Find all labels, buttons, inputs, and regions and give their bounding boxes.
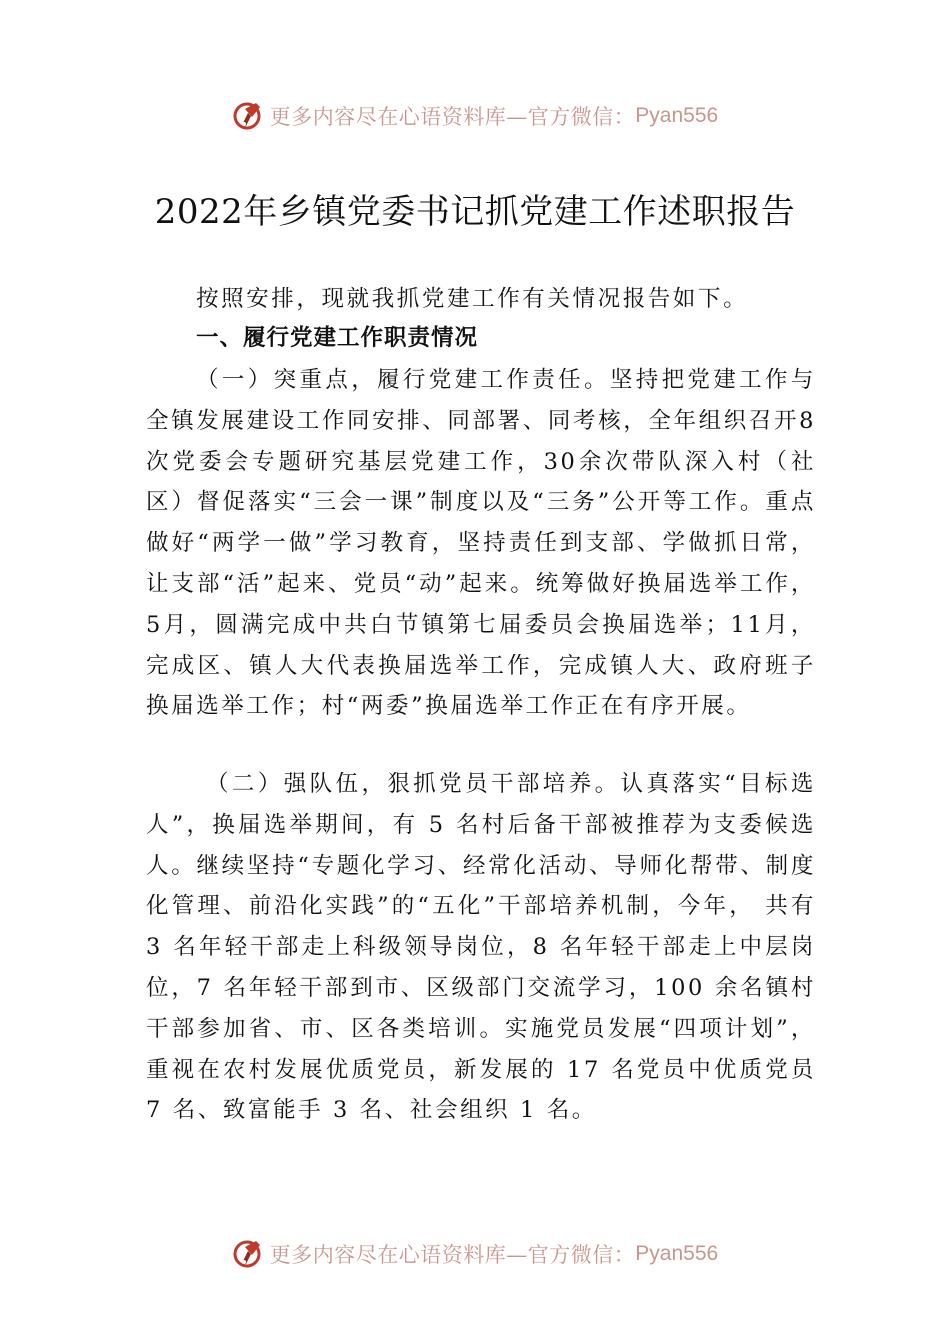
watermark-text: 更多内容尽在心语资料库—官方微信： [269, 1243, 636, 1267]
paragraph-1-text: （一）突重点，履行党建工作责任。坚持把党建工作与全镇发展建设工作同安排、同部署、同考核，全年组织召开8次党委会专题研究基层党建工作，30余次带队深入村（社区）督促落实“三会一课”制度以及“三务”公开等工作。重点做好“两学一做”学习教育，坚持责任到支部、学做抓日常，让支部“活”起来、党员“动”起来。统筹做好换届选举工作，5月，圆满完成中共白节镇第七届委员会换届选举；11月，完成区、镇人大代表换届选举工作，完成镇人大、政府班子换届选举工作；村“两委”换届选举工作正在有序开展。 [146, 367, 816, 720]
paragraph-2-text: （二）强队伍，狠抓党员干部培养。认真落实“目标选人”，换届选举期间，有 5 名村后备干部被推荐为支委候选人。继续坚持“专题化学习、经常化活动、导师化帮带、制度化管理、前沿化实践”的“五化”干部培养机制，今年， 共有 3 名年轻干部走上科级领导岗位，8 名年轻干部走上中层岗位，7 名年轻干部到市、区级部门交流学习，100 余名镇村干部参加省、市、区各类培训。实施党员发展“四项计划”，重视在农村发展优质党员，新发展的 17 名党员中优质党员 7 名、致富能手 3 名、社会组织 1 名。 [146, 771, 816, 1124]
intro-text: 按照安排，现就我抓党建工作有关情况报告如下。 [196, 286, 749, 312]
pen-nib-logo-icon [232, 1237, 266, 1271]
watermark-footer [0, 1234, 950, 1274]
paragraph-1 [146, 360, 816, 727]
intro-paragraph [146, 279, 816, 320]
paragraph-2 [146, 764, 816, 1131]
pen-nib-logo-icon [232, 99, 266, 133]
watermark-account: Pyan556 [635, 1242, 719, 1265]
document-title: 2022年乡镇党委书记抓党建工作述职报告 [154, 192, 796, 232]
section-heading: 一、履行党建工作职责情况 [196, 325, 479, 351]
watermark-header [0, 96, 950, 136]
watermark-text: 更多内容尽在心语资料库—官方微信： [269, 105, 636, 129]
watermark-account: Pyan556 [635, 104, 719, 127]
